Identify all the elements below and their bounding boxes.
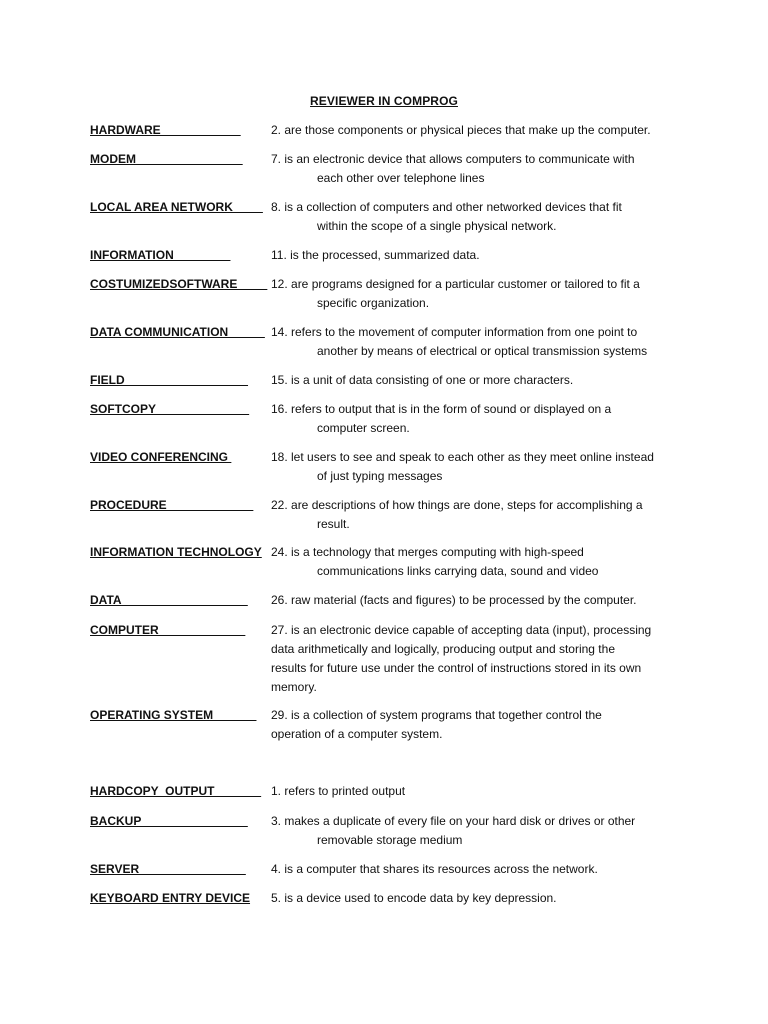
definition-line: operation of a computer system. [271, 727, 443, 741]
document-title: REVIEWER IN COMPROG [310, 94, 458, 108]
definition-line: results for future use under the control of instructions stored in its own [271, 661, 642, 675]
definition-line: communications links carrying data, sound and video [317, 564, 599, 578]
glossary-term: VIDEO CONFERENCING [90, 450, 232, 464]
definition-line: 11. is the processed, summarized data. [271, 248, 480, 262]
definition-line: removable storage medium [317, 833, 463, 847]
definition-line: 3. makes a duplicate of every file on your hard disk or drives or other [271, 814, 636, 828]
definition-line: 2. are those components or physical pieces that make up the computer. [271, 123, 651, 137]
glossary-definition [271, 323, 691, 361]
glossary-term: DATA [90, 593, 248, 607]
glossary-definition [271, 782, 691, 801]
glossary-term: INFORMATION TECHNOLOGY [90, 545, 262, 559]
glossary-definition [271, 860, 691, 879]
definition-line: of just typing messages [317, 469, 443, 483]
definition-line: 5. is a device used to encode data by key depression. [271, 891, 557, 905]
glossary-term: OPERATING SYSTEM [90, 708, 257, 722]
definition-line: each other over telephone lines [317, 171, 485, 185]
glossary-definition [271, 198, 691, 236]
glossary-term: INFORMATION [90, 248, 231, 262]
glossary-term: DATA COMMUNICATION [90, 325, 265, 339]
glossary-term: HARDWARE [90, 123, 241, 137]
definition-line: 14. refers to the movement of computer information from one point to [271, 325, 638, 339]
glossary-term: PROCEDURE [90, 498, 254, 512]
glossary-definition [271, 496, 691, 534]
glossary-term: HARDCOPY OUTPUT [90, 784, 262, 798]
glossary-definition [271, 275, 691, 313]
definition-line: within the scope of a single physical network. [317, 219, 557, 233]
glossary-definition [271, 543, 691, 581]
glossary-definition [271, 246, 691, 265]
definition-line: 22. are descriptions of how things are done, steps for accomplishing a [271, 498, 643, 512]
definition-line: 18. let users to see and speak to each other as they meet online instead [271, 450, 654, 464]
glossary-term: COSTUMIZEDSOFTWARE [90, 277, 268, 291]
definition-line: computer screen. [317, 421, 410, 435]
glossary-definition [271, 448, 691, 486]
glossary-definition [271, 150, 691, 188]
glossary-definition [271, 621, 691, 697]
definition-line: 12. are programs designed for a particular customer or tailored to fit a [271, 277, 640, 291]
definition-line: 7. is an electronic device that allows computers to communicate with [271, 152, 635, 166]
glossary-term: FIELD [90, 373, 249, 387]
glossary-term: BACKUP [90, 814, 248, 828]
definition-line: 15. is a unit of data consisting of one or more characters. [271, 373, 574, 387]
glossary-term: COMPUTER [90, 623, 246, 637]
definition-line: 24. is a technology that merges computing with high-speed [271, 545, 584, 559]
glossary-definition [271, 121, 691, 140]
definition-line: 16. refers to output that is in the form of sound or displayed on a [271, 402, 612, 416]
glossary-term: SOFTCOPY [90, 402, 250, 416]
glossary-term: KEYBOARD ENTRY DEVICE [90, 891, 251, 905]
definition-line: 29. is a collection of system programs that together control the [271, 708, 602, 722]
definition-line: 27. is an electronic device capable of accepting data (input), processing [271, 623, 652, 637]
definition-line: 1. refers to printed output [271, 784, 406, 798]
glossary-definition [271, 812, 691, 850]
definition-line: another by means of electrical or optical transmission systems [317, 344, 648, 358]
definition-line: result. [317, 517, 350, 531]
definition-line: memory. [271, 680, 317, 694]
glossary-definition [271, 591, 691, 610]
glossary-term: LOCAL AREA NETWORK [90, 200, 263, 214]
glossary-definition [271, 371, 691, 390]
glossary-term: SERVER [90, 862, 246, 876]
glossary-term: MODEM [90, 152, 243, 166]
definition-line: 8. is a collection of computers and other networked devices that fit [271, 200, 622, 214]
definition-line: specific organization. [317, 296, 430, 310]
definition-line: 26. raw material (facts and figures) to be processed by the computer. [271, 593, 637, 607]
glossary-definition [271, 889, 691, 908]
glossary-definition [271, 400, 691, 438]
definition-line: 4. is a computer that shares its resources across the network. [271, 862, 598, 876]
definition-line: data arithmetically and logically, producing output and storing the [271, 642, 615, 656]
glossary-definition [271, 706, 691, 744]
